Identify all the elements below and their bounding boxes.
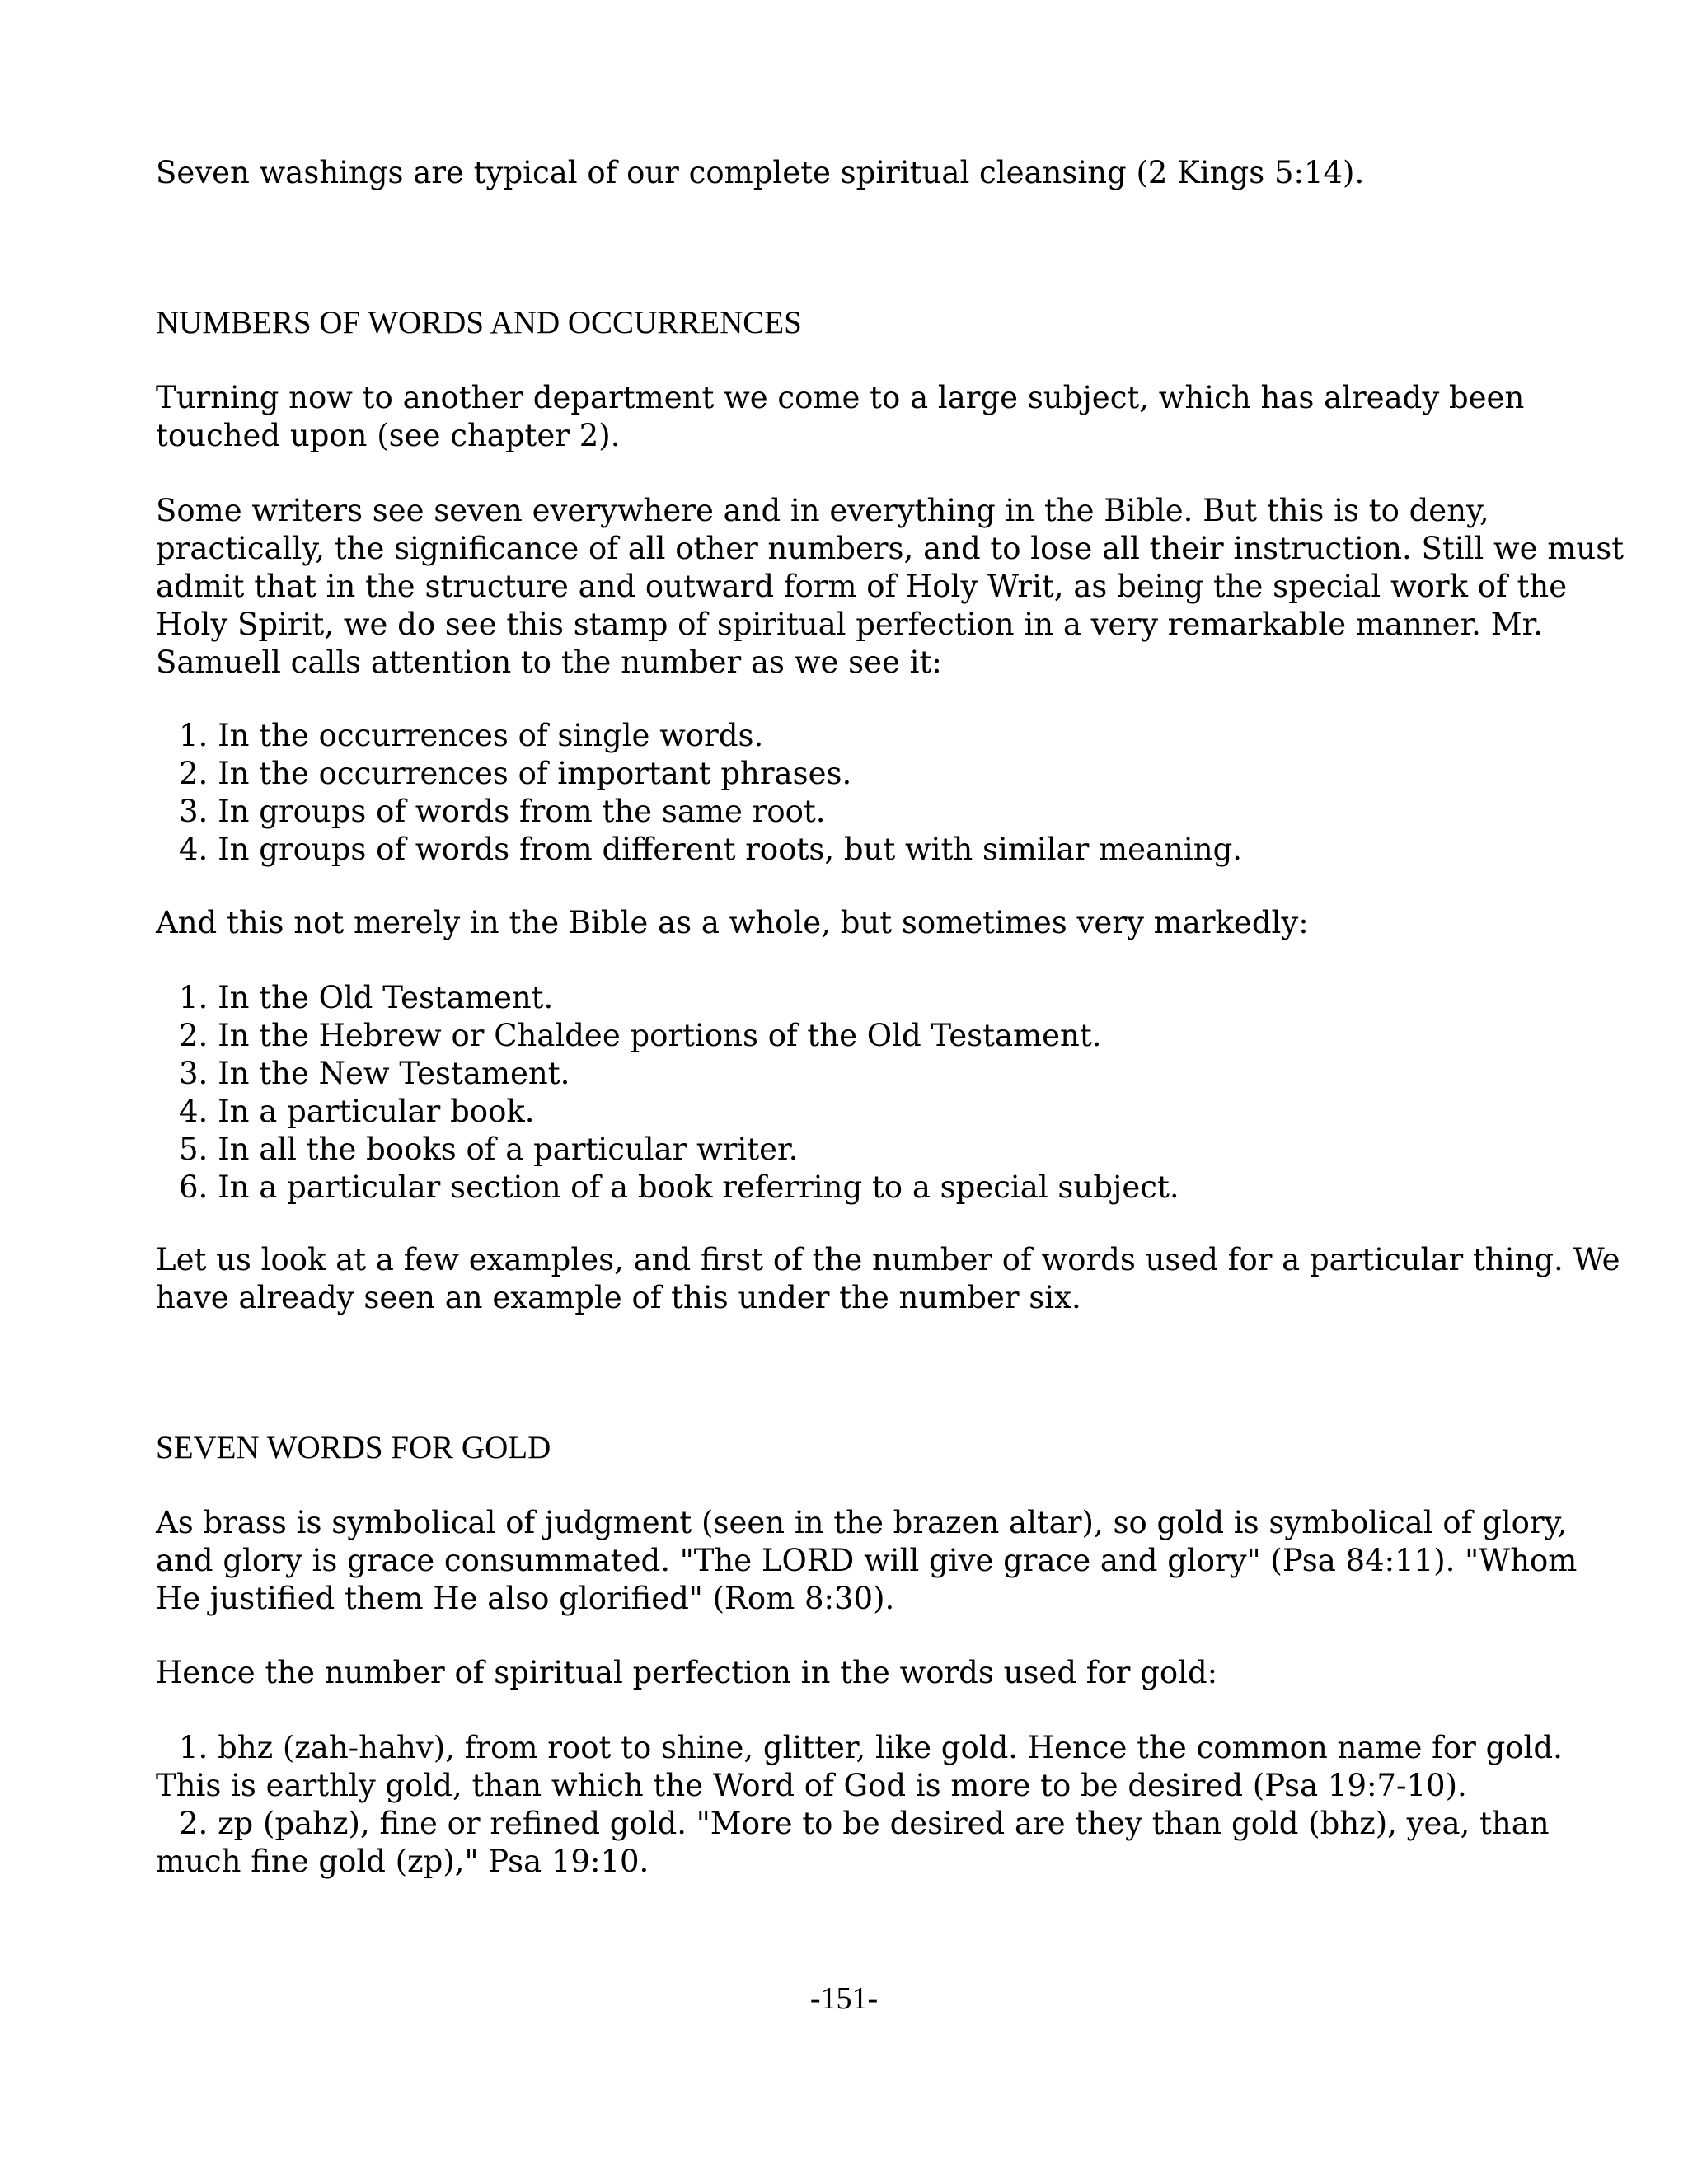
list-item: 5. In all the books of a particular writer. (179, 1132, 799, 1167)
list-item: 1. In the occurrences of single words. (179, 718, 764, 753)
list-item: 6. In a particular section of a book referring to a special subject. (179, 1169, 1179, 1205)
list-item: 2. In the Hebrew or Chaldee portions of the Old Testament. (179, 1018, 1102, 1053)
paragraph-turning-now (156, 379, 1540, 455)
paragraph-and-this-not-merely: And this not merely in the Bible as a whole, but sometimes very markedly: (156, 905, 1309, 940)
paragraph-hence-the-number: Hence the number of spiritual perfection in the words used for gold: (156, 1655, 1218, 1690)
paragraph-line: Some writers see seven everywhere and in everything in the Bible. But this is to deny, (156, 493, 1489, 528)
paragraph-line: admit that in the structure and outward form of Holy Writ, as being the special work of the (156, 569, 1568, 604)
gold-item-1-line: This is earthly gold, than which the Word of God is more to be desired (Psa 19:7-10). (156, 1768, 1467, 1803)
paragraph-line: and glory is grace consummated. "The LORD will give grace and glory" (Psa 84:11). "Whom (156, 1543, 1578, 1578)
paragraph-line: Turning now to another department we come to a large subject, which has already been (156, 380, 1525, 415)
list-item: 1. In the Old Testament. (179, 980, 554, 1015)
intro-paragraph (156, 154, 1540, 192)
gold-word-list (156, 1729, 1563, 1881)
paragraph-line: Samuell calls attention to the number as we see it: (156, 644, 942, 680)
section-heading-seven-words-for-gold: SEVEN WORDS FOR GOLD (156, 1430, 551, 1465)
paragraph-as-brass (156, 1504, 1578, 1618)
paragraph-line: He justified them He also glorified" (Rom 8:30). (156, 1581, 895, 1616)
paragraph-line: Holy Spirit, we do see this stamp of spiritual perfection in a very remarkable manner. Mr. (156, 607, 1543, 642)
paragraph-line: As brass is symbolical of judgment (seen in the brazen altar), so gold is symbolical of glory, (156, 1505, 1568, 1540)
page-number: -151- (809, 1981, 879, 2016)
paragraph-line: touched upon (see chapter 2). (156, 418, 621, 453)
gold-item-2-line: 2. zp (pahz), fine or refined gold. "More to be desired are they than gold (bhz), yea, than (179, 1806, 1550, 1841)
paragraph-let-us-look (156, 1241, 1620, 1317)
intro-line: Seven washings are typical of our complete spiritual cleansing (2 Kings 5:14). (156, 155, 1365, 190)
paragraph-line: Let us look at a few examples, and first of the number of words used for a particular thing. We (156, 1242, 1620, 1277)
list-item: 3. In the New Testament. (179, 1056, 570, 1091)
occurrence-list (156, 717, 1540, 869)
gold-item-2-line: much fine gold (zp)," Psa 19:10. (156, 1844, 649, 1879)
scope-list (156, 979, 1540, 1207)
section-heading-numbers-of-words: NUMBERS OF WORDS AND OCCURRENCES (156, 305, 802, 340)
paragraph-some-writers (156, 492, 1625, 682)
list-item: 3. In groups of words from the same root. (179, 794, 826, 829)
list-item: 4. In groups of words from different roots, but with similar meaning. (179, 832, 1243, 867)
list-item: 4. In a particular book. (179, 1094, 535, 1129)
paragraph-line: have already seen an example of this under the number six. (156, 1280, 1081, 1315)
list-item: 2. In the occurrences of important phrases. (179, 756, 852, 791)
paragraph-line: practically, the significance of all other numbers, and to lose all their instruction. Still we must (156, 531, 1625, 566)
gold-item-1-line: 1. bhz (zah-hahv), from root to shine, glitter, like gold. Hence the common name for gold. (179, 1730, 1563, 1765)
